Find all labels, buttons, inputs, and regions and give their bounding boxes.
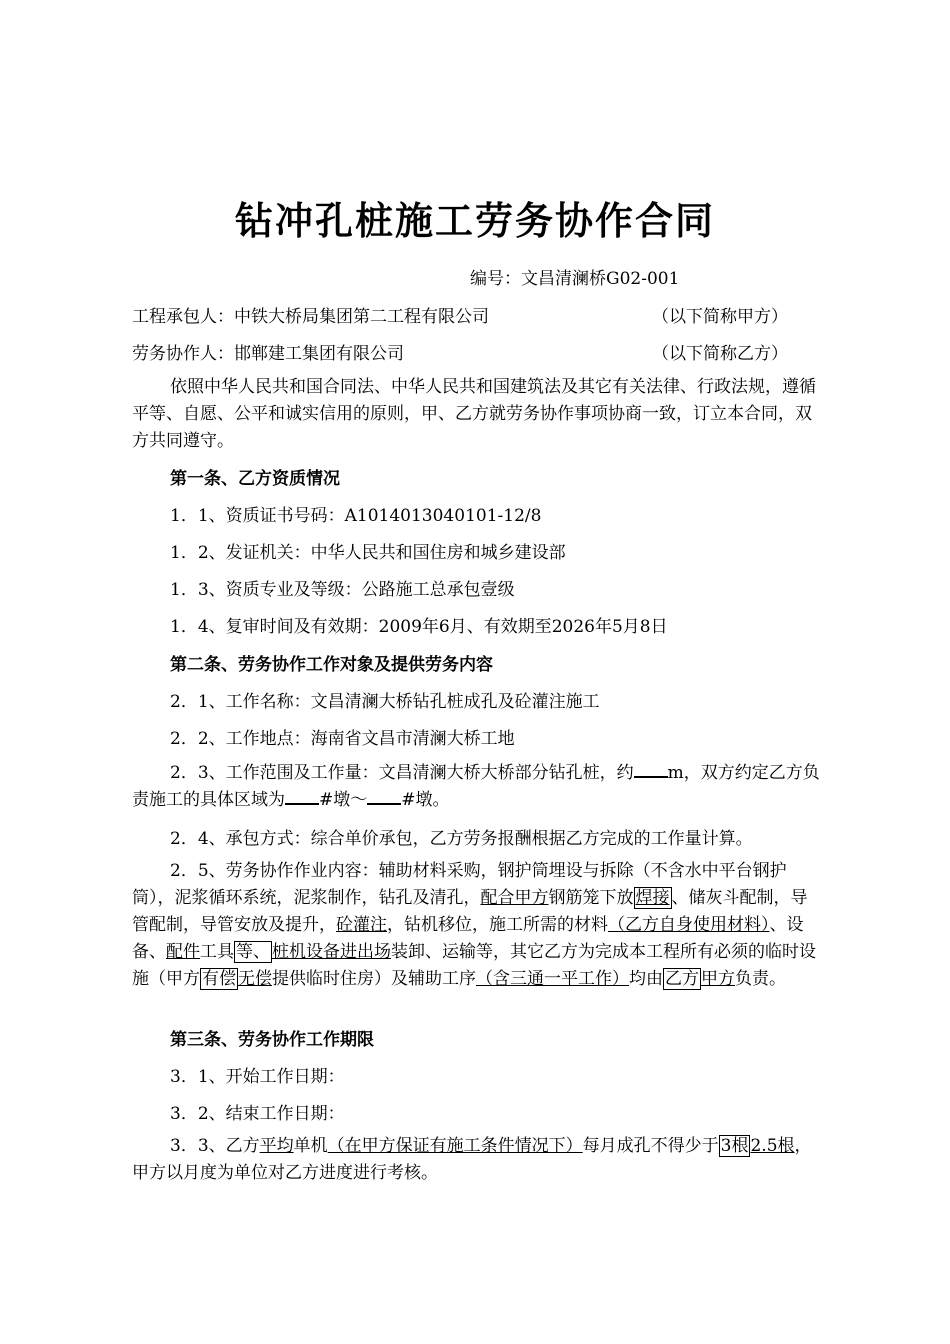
contract-number: 编号：文昌清澜桥G02-001 <box>470 269 680 289</box>
article-1-item-3: 1．3、资质专业及等级：公路施工总承包壹级 <box>170 580 515 600</box>
document-title: 钻冲孔桩施工劳务协作合同 <box>234 198 715 243</box>
revision-insert: 桩机设备进出场 <box>272 942 391 962</box>
revision-insert: （乙方自身使用材料） <box>608 915 770 935</box>
revision-insert: 砼灌注 <box>336 915 387 935</box>
party-a-note: （以下简称甲方） <box>652 307 788 327</box>
article-1-item-2: 1．2、发证机关：中华人民共和国住房和城乡建设部 <box>170 543 566 563</box>
revision-insert: 2.5根 <box>750 1136 795 1156</box>
revision-insert: （在甲方保证有施工条件情况下） <box>327 1136 583 1156</box>
article-2-item-5: 2．5、劳务协作作业内容：辅助材料采购，钢护筒埋设与拆除（不含水中平台钢护筒），泥浆循环系统，泥浆制作，钻孔及清孔，配合甲方钢筋笼下放 焊接 、储灰斗配制，导管配制，导管安放及提升，砼灌注，钻机移位，施工所需的材料（乙方自身使用材料）、设备、配件工具 等、 桩机设备进出场装卸、运输等，其它乙方为完成本工程所有必须的临时设施（甲方 有偿 无偿提供临时住房）及辅助工序（含三通一平工作）均由 乙方 甲方负责。 <box>132 861 816 989</box>
article-1-item-1: 1．1、资质证书号码：A1014013040101-12/8 <box>170 506 542 526</box>
revision-insert: 平均 <box>259 1136 294 1156</box>
article-3-item-2: 3．2、结束工作日期： <box>170 1104 345 1124</box>
revision-insert: 甲方 <box>701 969 735 989</box>
article-3-item-1: 3．1、开始工作日期： <box>170 1067 345 1087</box>
article-2-heading: 第二条、劳务协作工作对象及提供劳务内容 <box>170 655 493 675</box>
revision-deletion: 有偿 <box>202 969 236 989</box>
quantity-blank <box>634 760 668 778</box>
revision-deletion: 焊接 <box>635 888 670 908</box>
revision-insert: 配件 <box>166 942 200 962</box>
revision-insert: 无偿 <box>238 969 272 989</box>
revision-deletion: 3根 <box>720 1136 749 1156</box>
pier-end-blank <box>367 787 401 805</box>
article-2-item-3: 2．3、工作范围及工作量：文昌清澜大桥大桥部分钻孔桩，约 m，双方约定乙方负责施工的具体区域为 #墩～ #墩。 <box>132 760 822 814</box>
article-1-heading: 第一条、乙方资质情况 <box>170 469 340 489</box>
article-3-item-3: 3．3、乙方平均单机（在甲方保证有施工条件情况下）每月成孔不得少于 3根 2.5根，甲方以月度为单位对乙方进度进行考核。 <box>132 1136 812 1183</box>
party-b-note: （以下简称乙方） <box>652 344 788 364</box>
revision-deletion: 等、 <box>236 942 270 962</box>
pier-start-blank <box>285 787 319 805</box>
intro-paragraph: 依照中华人民共和国合同法、中华人民共和国建筑法及其它有关法律、行政法规，遵循平等、自愿、公平和诚实信用的原则，甲、乙方就劳务协作事项协商一致，订立本合同，双方共同遵守。 <box>132 377 816 451</box>
article-3-heading: 第三条、劳务协作工作期限 <box>170 1030 374 1050</box>
revision-insert: 配合甲方 <box>480 888 549 908</box>
article-2-item-4: 2．4、承包方式：综合单价承包，乙方劳务报酬根据乙方完成的工作量计算。 <box>170 829 753 849</box>
article-2-item-2: 2．2、工作地点：海南省文昌市清澜大桥工地 <box>170 729 515 749</box>
party-b-label: 劳务协作人：邯郸建工集团有限公司 <box>132 344 404 364</box>
article-1-item-4: 1．4、复审时间及有效期：2009年6月、有效期至2026年5月8日 <box>170 617 668 637</box>
revision-deletion: 乙方 <box>665 969 699 989</box>
article-2-item-1: 2．1、工作名称：文昌清澜大桥钻孔桩成孔及砼灌注施工 <box>170 692 600 712</box>
party-a-label: 工程承包人：中铁大桥局集团第二工程有限公司 <box>132 307 489 327</box>
revision-insert: （含三通一平工作） <box>476 969 629 989</box>
